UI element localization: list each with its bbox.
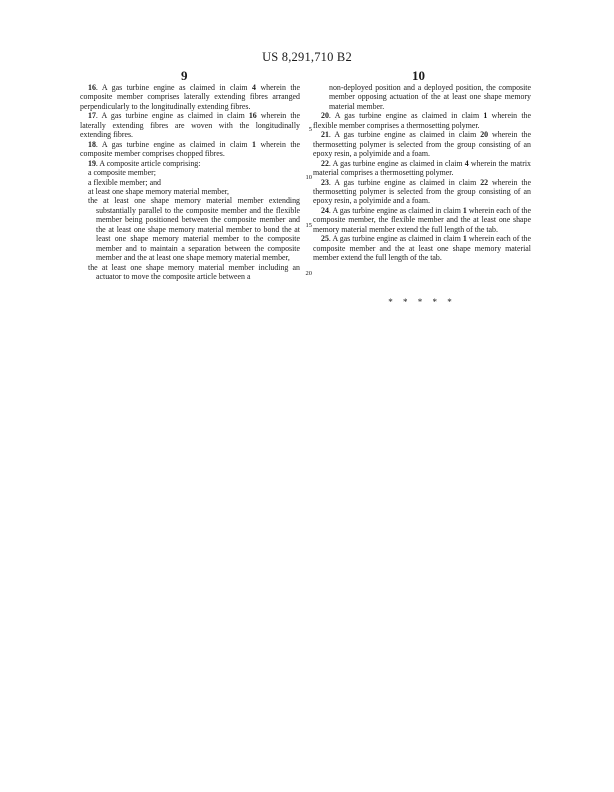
claim-19-element: at least one shape memory material member, xyxy=(88,186,230,196)
claim-reference: 4 xyxy=(464,158,469,168)
claim-text: . A gas turbine engine as claimed in claim xyxy=(328,158,465,168)
claim-17 xyxy=(80,111,300,139)
claim-25 xyxy=(313,234,531,262)
claim-text: . A gas turbine engine as claimed in claim xyxy=(95,83,253,92)
claim-number: 16 xyxy=(88,83,96,92)
claim-text: wherein each of the composite member and the at least one shape memory material member extend the full length of the tab. xyxy=(313,234,531,263)
claim-20 xyxy=(313,111,531,130)
claim-19-element: the at least one shape memory material member including an actuator to move the composite article between a xyxy=(88,262,300,282)
line-number: 20 xyxy=(305,270,312,277)
claim-text: . A gas turbine engine as claimed in claim xyxy=(95,139,253,149)
claim-text: wherein each of the composite member, the flexible member and the at least one shape memory material member extend the full length of the tab. xyxy=(313,205,531,234)
claim-text: wherein the thermosetting polymer is selected from the group consisting of an epoxy resin, a polyimide and a foam. xyxy=(313,130,531,159)
claim-21 xyxy=(313,130,531,158)
claim-number: 20 xyxy=(321,111,329,121)
claim-number: 25 xyxy=(321,234,329,244)
claim-text: . A gas turbine engine as claimed in claim xyxy=(328,205,463,215)
column-number-left: 9 xyxy=(181,68,188,83)
claim-number: 22 xyxy=(321,158,329,168)
end-of-document-marker: * * * * * xyxy=(388,297,456,307)
claim-number: 21 xyxy=(321,130,329,140)
claim-reference: 20 xyxy=(480,130,489,140)
claim-reference: 1 xyxy=(462,234,467,244)
claim-number: 17 xyxy=(88,111,96,121)
claim-text: wherein the flexible member comprises a thermosetting polymer. xyxy=(313,111,532,130)
claim-number: 23 xyxy=(321,177,329,187)
column-number-right: 10 xyxy=(412,68,425,83)
line-number: 10 xyxy=(305,174,312,181)
claim-number: 18 xyxy=(88,139,96,149)
claim-reference: 1 xyxy=(462,205,467,215)
claim-16 xyxy=(80,83,300,111)
claim-text: . A gas turbine engine as claimed in claim xyxy=(328,234,463,244)
claim-number: 19 xyxy=(88,158,96,168)
claim-22 xyxy=(313,159,531,178)
claim-19-element: a composite member; xyxy=(88,168,156,178)
claim-18 xyxy=(80,140,300,159)
claim-reference: 4 xyxy=(252,83,256,92)
claim-23 xyxy=(313,178,531,206)
left-column xyxy=(80,83,300,282)
claim-number: 24 xyxy=(321,205,329,215)
claim-text: . A gas turbine engine as claimed in claim xyxy=(328,111,484,121)
claim-text: . A gas turbine engine as claimed in claim xyxy=(328,177,481,187)
claim-reference: 1 xyxy=(252,139,256,149)
claim-text: wherein the laterally extending fibres are woven with the longitudinally extending fibres. xyxy=(80,111,300,140)
claim-text: . A gas turbine engine as claimed in claim xyxy=(328,130,481,140)
claim-text: wherein the composite member comprises chopped fibres. xyxy=(80,139,300,159)
claim-19-element: the at least one shape memory material member extending substantially parallel to the composite member and the flexible member being positioned between the composite member and the at least one shape memory material member to bond the at least one shape memory material member to the composite member and to maintain a separation between the composite member and the at least one shape memory material member, xyxy=(88,196,300,263)
patent-header: US 8,291,710 B2 xyxy=(262,50,352,64)
claim-reference: 1 xyxy=(483,111,488,121)
claim-19-continued: non-deployed position and a deployed position, the composite member opposing actuation of the at least one shape memory material member. xyxy=(329,83,531,111)
claim-19 xyxy=(80,159,300,168)
right-column xyxy=(313,83,531,263)
claim-text: wherein the matrix material comprises a thermosetting polymer. xyxy=(313,158,531,178)
claim-24 xyxy=(313,206,531,234)
claim-text: . A composite article comprising: xyxy=(95,158,201,168)
claim-19-element: a flexible member; and xyxy=(88,177,161,187)
claim-text: wherein the composite member comprises laterally extending fibres arranged perpendicularly to the longitudinally extending fibres. xyxy=(80,83,300,111)
line-number: 15 xyxy=(305,222,312,229)
claim-text: . A gas turbine engine as claimed in claim xyxy=(95,111,249,121)
claim-text: wherein the thermosetting polymer is selected from the group consisting of an epoxy resin, a polyimide and a foam. xyxy=(313,177,531,206)
line-number: 5 xyxy=(308,126,312,133)
claim-reference: 22 xyxy=(480,177,489,187)
claim-reference: 16 xyxy=(248,111,257,121)
